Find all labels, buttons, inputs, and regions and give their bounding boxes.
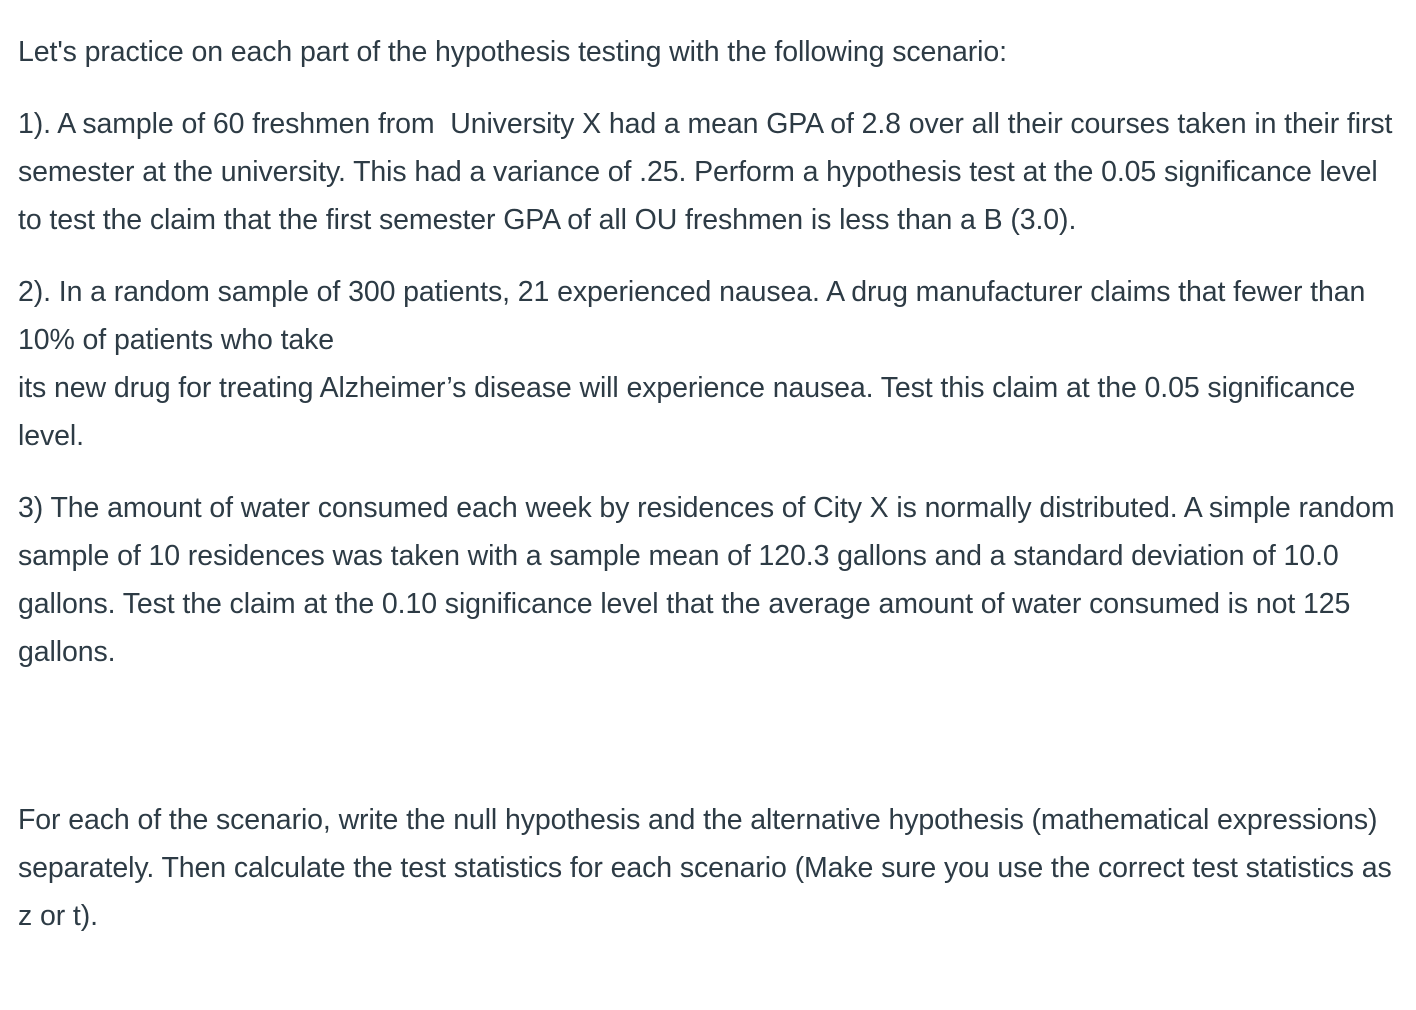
scenario-2 [18,268,1408,460]
scenario-2-line-2: its new drug for treating Alzheimer’s disease will experience nausea. Test this claim at the 0.05 significance level. [18,372,1363,452]
intro-text: Let's practice on each part of the hypothesis testing with the following scenario: [18,36,1007,68]
scenario-2-line-1: 2). In a random sample of 300 patients, 21 experienced nausea. A drug manufacturer claims that fewer than 10% of patients who take [18,276,1374,356]
instructions-text: For each of the scenario, write the null hypothesis and the alternative hypothesis (mathematical expressions) separately. Then calculate the test statistics for each scenario (Make sure you use the correct test statistics as z or t). [18,804,1400,932]
question-content [18,28,1408,940]
scenario-3-text: 3) The amount of water consumed each week by residences of City X is normally distributed. A simple random sample of 10 residences was taken with a sample mean of 120.3 gallons and a standard deviation of 10.0 gallons. Test the claim at the 0.10 significance level that the average amount of water consumed is not 125 gallons. [18,492,1403,668]
scenario-1-text: 1). A sample of 60 freshmen from University X had a mean GPA of 2.8 over all their courses taken in their first semester at the university. This had a variance of .25. Perform a hypothesis test at the 0.05 significance level to test the claim that the first semester GPA of all OU freshmen is less than a B (3.0). [18,108,1401,236]
